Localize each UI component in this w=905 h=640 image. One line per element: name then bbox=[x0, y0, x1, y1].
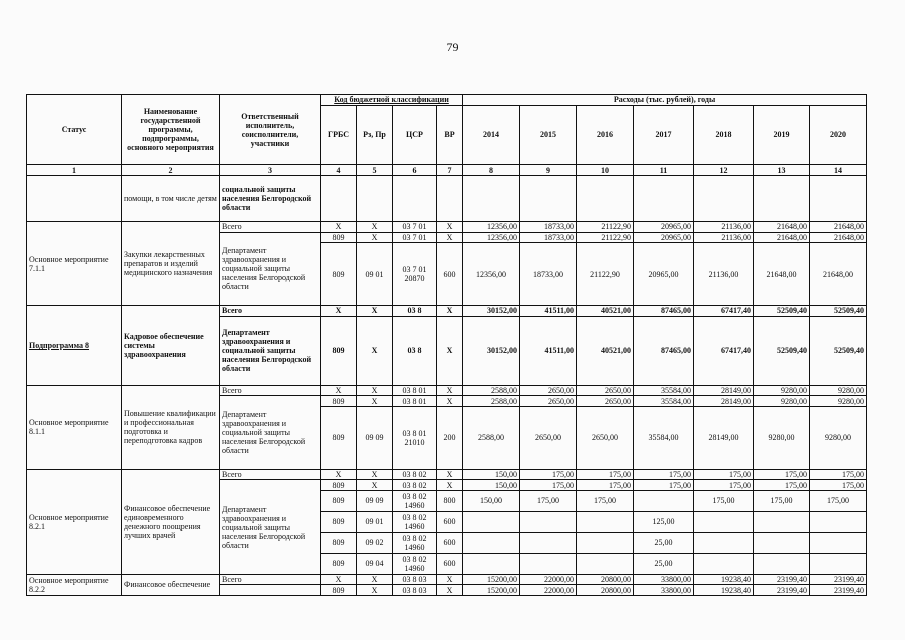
responsible-cell bbox=[220, 585, 321, 596]
rzpr-cell: X bbox=[357, 306, 393, 317]
amount-cell: 25,00 bbox=[634, 532, 694, 553]
status-cell bbox=[27, 175, 122, 221]
rzpr-cell: X bbox=[357, 316, 393, 385]
vr-cell: X bbox=[437, 306, 463, 317]
rzpr-cell: X bbox=[357, 574, 393, 585]
amount-cell: 2650,00 bbox=[520, 396, 577, 407]
amount-cell: 21122,90 bbox=[577, 243, 634, 306]
amount-cell: 20965,00 bbox=[634, 232, 694, 243]
header-expenses: Расходы (тыс. рублей), годы bbox=[463, 95, 867, 106]
rzpr-cell: X bbox=[357, 585, 393, 596]
amount-cell: 19238,40 bbox=[694, 585, 754, 596]
header-vr: ВР bbox=[437, 105, 463, 165]
header-name: Наименование государственной программы, подпрограммы, основного мероприятия bbox=[122, 95, 220, 165]
amount-cell: 175,00 bbox=[634, 469, 694, 480]
amount-cell bbox=[694, 511, 754, 532]
status-cell: Подпрограмма 8 bbox=[27, 306, 122, 386]
csr-cell: 03 8 03 bbox=[393, 574, 437, 585]
status-cell: Основное мероприятие 7.1.1 bbox=[27, 222, 122, 306]
continuation-row bbox=[27, 175, 867, 221]
amount-cell: 2650,00 bbox=[577, 385, 634, 396]
vr-cell: X bbox=[437, 469, 463, 480]
amount-cell: 20800,00 bbox=[577, 585, 634, 596]
amount-cell: 35584,00 bbox=[634, 406, 694, 469]
vr-cell: X bbox=[437, 385, 463, 396]
header-budget-code: Код бюджетной классификации bbox=[321, 95, 463, 106]
rzpr-cell: 09 02 bbox=[357, 532, 393, 553]
csr-cell: 03 8 bbox=[393, 306, 437, 317]
rzpr-cell: X bbox=[357, 232, 393, 243]
amount-cell bbox=[754, 553, 810, 574]
amount-cell: 2650,00 bbox=[577, 396, 634, 407]
name-cell: Финансовое обеспечение bbox=[122, 574, 220, 595]
amount-cell: 20965,00 bbox=[634, 243, 694, 306]
column-number: 5 bbox=[357, 165, 393, 176]
amount-cell: 175,00 bbox=[694, 469, 754, 480]
amount-cell: 22000,00 bbox=[520, 574, 577, 585]
column-number: 1 bbox=[27, 165, 122, 176]
amount-cell: 21648,00 bbox=[810, 243, 867, 306]
grbs-cell: 809 bbox=[321, 316, 357, 385]
amount-cell: 15200,00 bbox=[463, 574, 520, 585]
amount-cell: 2588,00 bbox=[463, 385, 520, 396]
amount-cell bbox=[577, 511, 634, 532]
amount-cell: 67417,40 bbox=[694, 316, 754, 385]
header-year: 2018 bbox=[694, 105, 754, 165]
amount-cell: 12356,00 bbox=[463, 232, 520, 243]
vr-cell: X bbox=[437, 316, 463, 385]
amount-cell: 175,00 bbox=[754, 480, 810, 491]
csr-cell: 03 8 02 14960 bbox=[393, 532, 437, 553]
column-number: 10 bbox=[577, 165, 634, 176]
grbs-cell: X bbox=[321, 222, 357, 233]
csr-cell: 03 8 03 bbox=[393, 585, 437, 596]
header-csr: ЦСР bbox=[393, 105, 437, 165]
vr-cell: 200 bbox=[437, 406, 463, 469]
amount-cell: 9280,00 bbox=[754, 406, 810, 469]
vr-cell: X bbox=[437, 585, 463, 596]
amount-cell bbox=[520, 532, 577, 553]
amount-cell: 20800,00 bbox=[577, 574, 634, 585]
amount-cell bbox=[520, 511, 577, 532]
grbs-cell: 809 bbox=[321, 480, 357, 491]
csr-cell: 03 8 01 bbox=[393, 396, 437, 407]
amount-cell: 15200,00 bbox=[463, 585, 520, 596]
column-number: 8 bbox=[463, 165, 520, 176]
name-cell: Финансовое обеспечение единовременного денежного поощрения лучших врачей bbox=[122, 469, 220, 574]
grbs-cell: 809 bbox=[321, 490, 357, 511]
rzpr-cell: 09 09 bbox=[357, 406, 393, 469]
amount-cell bbox=[810, 532, 867, 553]
vr-cell: 800 bbox=[437, 490, 463, 511]
header-year: 2016 bbox=[577, 105, 634, 165]
grbs-cell: X bbox=[321, 385, 357, 396]
rzpr-cell: 09 04 bbox=[357, 553, 393, 574]
rzpr-cell: X bbox=[357, 222, 393, 233]
csr-cell: 03 7 01 bbox=[393, 232, 437, 243]
amount-cell bbox=[694, 532, 754, 553]
amount-cell: 25,00 bbox=[634, 553, 694, 574]
amount-cell: 21136,00 bbox=[694, 222, 754, 233]
grbs-cell: X bbox=[321, 306, 357, 317]
table-row bbox=[27, 469, 867, 480]
budget-table bbox=[26, 94, 867, 596]
amount-cell: 175,00 bbox=[577, 490, 634, 511]
amount-cell: 23199,40 bbox=[754, 574, 810, 585]
responsible-cell: Всего bbox=[220, 574, 321, 585]
header-year: 2015 bbox=[520, 105, 577, 165]
amount-cell: 175,00 bbox=[810, 469, 867, 480]
amount-cell: 22000,00 bbox=[520, 585, 577, 596]
amount-cell: 150,00 bbox=[463, 480, 520, 491]
csr-cell: 03 8 01 21010 bbox=[393, 406, 437, 469]
header-responsible: Ответственный исполнитель, соисполнители, участники bbox=[220, 95, 321, 165]
header-year: 2019 bbox=[754, 105, 810, 165]
name-cell: Кадровое обеспечение системы здравоохранения bbox=[122, 306, 220, 386]
responsible-cell: социальной защиты населения Белгородской области bbox=[220, 175, 321, 221]
amount-cell: 12356,00 bbox=[463, 243, 520, 306]
amount-cell: 21648,00 bbox=[810, 222, 867, 233]
amount-cell bbox=[694, 553, 754, 574]
amount-cell: 33800,00 bbox=[634, 585, 694, 596]
amount-cell: 41511,00 bbox=[520, 306, 577, 317]
header-grbs: ГРБС bbox=[321, 105, 357, 165]
csr-cell: 03 8 02 14960 bbox=[393, 490, 437, 511]
amount-cell: 9280,00 bbox=[754, 396, 810, 407]
amount-cell: 21648,00 bbox=[810, 232, 867, 243]
table-row bbox=[27, 385, 867, 396]
responsible-cell: Департамент здравоохранения и социальной защиты населения Белгородской области bbox=[220, 316, 321, 385]
name-cell: Повышение квалификации и профессиональная подготовка и переподготовка кадров bbox=[122, 385, 220, 469]
csr-cell: 03 8 02 bbox=[393, 480, 437, 491]
vr-cell: 600 bbox=[437, 553, 463, 574]
name-cell: помощи, в том числе детям bbox=[122, 175, 220, 221]
amount-cell: 175,00 bbox=[694, 490, 754, 511]
amount-cell: 30152,00 bbox=[463, 316, 520, 385]
rzpr-cell: 09 01 bbox=[357, 511, 393, 532]
grbs-cell: 809 bbox=[321, 406, 357, 469]
amount-cell: 2650,00 bbox=[577, 406, 634, 469]
amount-cell: 175,00 bbox=[520, 469, 577, 480]
amount-cell: 23199,40 bbox=[754, 585, 810, 596]
amount-cell: 40521,00 bbox=[577, 316, 634, 385]
grbs-cell: 809 bbox=[321, 532, 357, 553]
vr-cell: 600 bbox=[437, 243, 463, 306]
amount-cell: 21648,00 bbox=[754, 243, 810, 306]
grbs-cell: X bbox=[321, 574, 357, 585]
amount-cell: 12356,00 bbox=[463, 222, 520, 233]
grbs-cell: 809 bbox=[321, 585, 357, 596]
header-status: Статус bbox=[27, 95, 122, 165]
amount-cell bbox=[463, 511, 520, 532]
header-rzpr: Рз, Пр bbox=[357, 105, 393, 165]
amount-cell: 35584,00 bbox=[634, 396, 694, 407]
name-cell: Закупки лекарственных препаратов и изделий медицинского назначения bbox=[122, 222, 220, 306]
amount-cell: 18733,00 bbox=[520, 243, 577, 306]
amount-cell: 21122,90 bbox=[577, 222, 634, 233]
amount-cell: 40521,00 bbox=[577, 306, 634, 317]
amount-cell bbox=[577, 532, 634, 553]
responsible-cell: Департамент здравоохранения и социальной защиты населения Белгородской области bbox=[220, 396, 321, 470]
vr-cell: 600 bbox=[437, 511, 463, 532]
grbs-cell: 809 bbox=[321, 396, 357, 407]
csr-cell: 03 8 02 14960 bbox=[393, 511, 437, 532]
status-cell: Основное мероприятие 8.1.1 bbox=[27, 385, 122, 469]
rzpr-cell: X bbox=[357, 469, 393, 480]
column-number-row bbox=[27, 165, 867, 176]
amount-cell: 2588,00 bbox=[463, 406, 520, 469]
amount-cell: 150,00 bbox=[463, 469, 520, 480]
rzpr-cell: 09 01 bbox=[357, 243, 393, 306]
amount-cell: 52509,40 bbox=[754, 316, 810, 385]
amount-cell: 175,00 bbox=[577, 469, 634, 480]
responsible-cell: Всего bbox=[220, 306, 321, 317]
amount-cell: 9280,00 bbox=[810, 385, 867, 396]
amount-cell: 2650,00 bbox=[520, 385, 577, 396]
responsible-cell: Департамент здравоохранения и социальной защиты населения Белгородской области bbox=[220, 232, 321, 306]
amount-cell: 33800,00 bbox=[634, 574, 694, 585]
column-number: 11 bbox=[634, 165, 694, 176]
responsible-cell: Департамент здравоохранения и социальной защиты населения Белгородской области bbox=[220, 480, 321, 575]
vr-cell: X bbox=[437, 396, 463, 407]
amount-cell bbox=[520, 553, 577, 574]
amount-cell: 28149,00 bbox=[694, 396, 754, 407]
grbs-cell: 809 bbox=[321, 553, 357, 574]
amount-cell: 52509,40 bbox=[754, 306, 810, 317]
amount-cell: 9280,00 bbox=[810, 396, 867, 407]
column-number: 2 bbox=[122, 165, 220, 176]
column-number: 7 bbox=[437, 165, 463, 176]
vr-cell: X bbox=[437, 574, 463, 585]
csr-cell: 03 8 02 14960 bbox=[393, 553, 437, 574]
amount-cell: 175,00 bbox=[520, 490, 577, 511]
column-number: 6 bbox=[393, 165, 437, 176]
header-year: 2020 bbox=[810, 105, 867, 165]
amount-cell: 9280,00 bbox=[754, 385, 810, 396]
amount-cell: 175,00 bbox=[577, 480, 634, 491]
amount-cell: 175,00 bbox=[810, 490, 867, 511]
grbs-cell: 809 bbox=[321, 243, 357, 306]
table-row bbox=[27, 306, 867, 317]
responsible-cell: Всего bbox=[220, 385, 321, 396]
amount-cell: 21136,00 bbox=[694, 243, 754, 306]
header-year: 2014 bbox=[463, 105, 520, 165]
amount-cell: 2650,00 bbox=[520, 406, 577, 469]
status-cell: Основное мероприятие 8.2.1 bbox=[27, 469, 122, 574]
page-number: 79 bbox=[446, 40, 459, 54]
column-number: 13 bbox=[754, 165, 810, 176]
csr-cell: 03 8 01 bbox=[393, 385, 437, 396]
amount-cell: 175,00 bbox=[694, 480, 754, 491]
amount-cell: 28149,00 bbox=[694, 385, 754, 396]
rzpr-cell: X bbox=[357, 396, 393, 407]
vr-cell: X bbox=[437, 222, 463, 233]
grbs-cell: 809 bbox=[321, 511, 357, 532]
amount-cell bbox=[810, 553, 867, 574]
csr-cell: 03 7 01 bbox=[393, 222, 437, 233]
amount-cell: 20965,00 bbox=[634, 222, 694, 233]
header-year: 2017 bbox=[634, 105, 694, 165]
amount-cell: 28149,00 bbox=[694, 406, 754, 469]
amount-cell: 175,00 bbox=[520, 480, 577, 491]
amount-cell: 150,00 bbox=[463, 490, 520, 511]
amount-cell: 52509,40 bbox=[810, 316, 867, 385]
vr-cell: 600 bbox=[437, 532, 463, 553]
vr-cell: X bbox=[437, 480, 463, 491]
amount-cell: 21648,00 bbox=[754, 222, 810, 233]
amount-cell: 87465,00 bbox=[634, 306, 694, 317]
column-number: 4 bbox=[321, 165, 357, 176]
amount-cell: 175,00 bbox=[754, 490, 810, 511]
column-number: 3 bbox=[220, 165, 321, 176]
amount-cell: 23199,40 bbox=[810, 574, 867, 585]
amount-cell: 21648,00 bbox=[754, 232, 810, 243]
amount-cell: 87465,00 bbox=[634, 316, 694, 385]
grbs-cell: 809 bbox=[321, 232, 357, 243]
amount-cell: 35584,00 bbox=[634, 385, 694, 396]
amount-cell: 125,00 bbox=[634, 511, 694, 532]
column-number: 14 bbox=[810, 165, 867, 176]
amount-cell: 67417,40 bbox=[694, 306, 754, 317]
csr-cell: 03 7 01 20870 bbox=[393, 243, 437, 306]
amount-cell: 52509,40 bbox=[810, 306, 867, 317]
amount-cell bbox=[634, 490, 694, 511]
table-row bbox=[27, 574, 867, 585]
amount-cell: 18733,00 bbox=[520, 222, 577, 233]
amount-cell: 175,00 bbox=[810, 480, 867, 491]
amount-cell: 18733,00 bbox=[520, 232, 577, 243]
csr-cell: 03 8 bbox=[393, 316, 437, 385]
amount-cell: 175,00 bbox=[634, 480, 694, 491]
status-cell: Основное мероприятие 8.2.2 bbox=[27, 574, 122, 595]
responsible-cell: Всего bbox=[220, 469, 321, 480]
rzpr-cell: 09 09 bbox=[357, 490, 393, 511]
amount-cell: 23199,40 bbox=[810, 585, 867, 596]
amount-cell: 175,00 bbox=[754, 469, 810, 480]
column-number: 9 bbox=[520, 165, 577, 176]
amount-cell bbox=[577, 553, 634, 574]
amount-cell bbox=[463, 553, 520, 574]
amount-cell: 19238,40 bbox=[694, 574, 754, 585]
rzpr-cell: X bbox=[357, 385, 393, 396]
vr-cell: X bbox=[437, 232, 463, 243]
amount-cell bbox=[463, 532, 520, 553]
responsible-cell: Всего bbox=[220, 222, 321, 233]
table-row bbox=[27, 222, 867, 233]
amount-cell: 21136,00 bbox=[694, 232, 754, 243]
amount-cell: 9280,00 bbox=[810, 406, 867, 469]
rzpr-cell: X bbox=[357, 480, 393, 491]
grbs-cell: X bbox=[321, 469, 357, 480]
column-number: 12 bbox=[694, 165, 754, 176]
amount-cell: 41511,00 bbox=[520, 316, 577, 385]
amount-cell: 30152,00 bbox=[463, 306, 520, 317]
amount-cell: 2588,00 bbox=[463, 396, 520, 407]
amount-cell bbox=[810, 511, 867, 532]
csr-cell: 03 8 02 bbox=[393, 469, 437, 480]
amount-cell: 21122,90 bbox=[577, 232, 634, 243]
amount-cell bbox=[754, 511, 810, 532]
amount-cell bbox=[754, 532, 810, 553]
